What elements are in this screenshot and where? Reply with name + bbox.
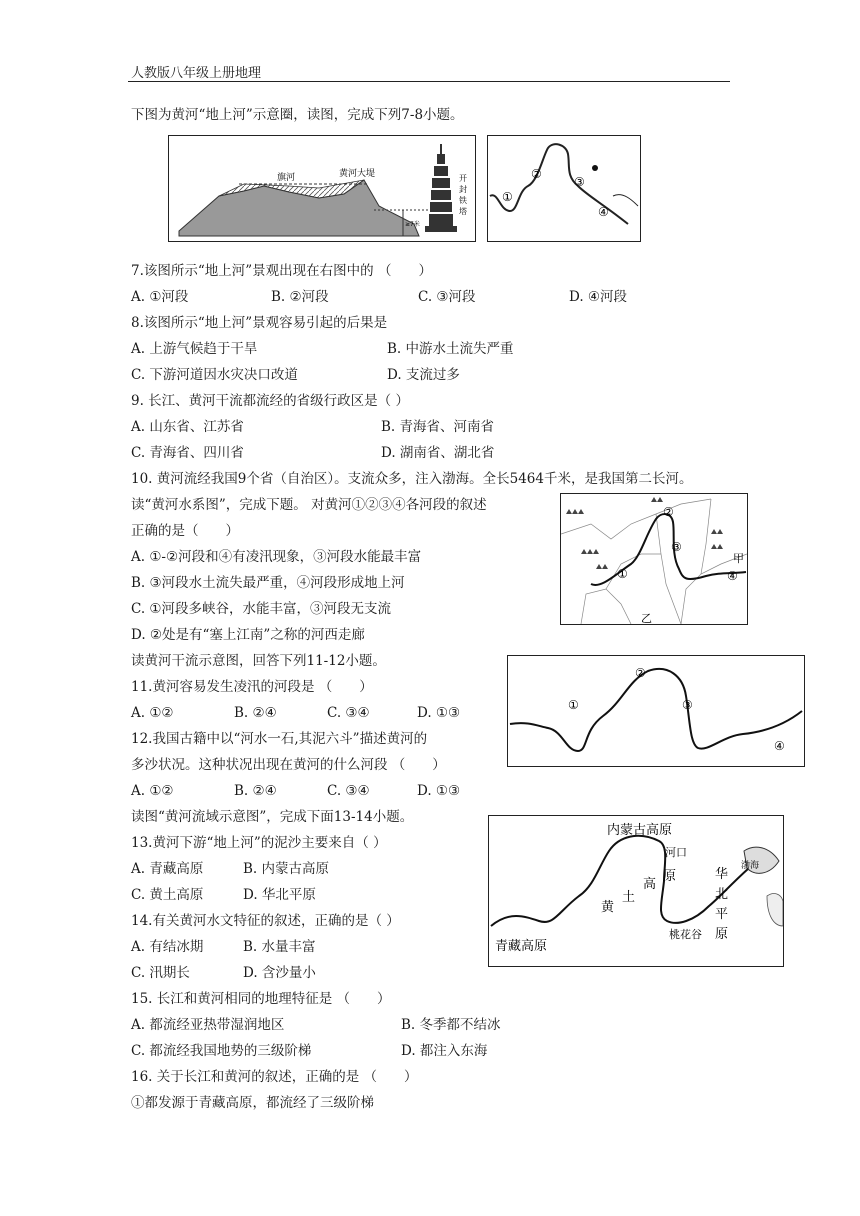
label-tower-2: 封 xyxy=(459,185,467,194)
q15-stem: 15. 长江和黄河相同的地理特征是 （ ） xyxy=(131,991,391,1007)
q12-options xyxy=(131,782,460,800)
q12-option-d: D. ①③ xyxy=(417,783,461,799)
mountain-symbols xyxy=(566,497,723,569)
figure-river-system-map xyxy=(560,493,748,625)
q8-option-d: D. 支流过多 xyxy=(387,367,460,383)
cross-section-drawing xyxy=(169,136,475,241)
q10-option-b: B. ③河段水土流失最严重，④河段形成地上河 xyxy=(131,575,405,591)
q9-options-cd xyxy=(131,444,494,462)
q8-options-cd xyxy=(131,366,460,384)
q14-stem: 14.有关黄河水文特征的叙述，正确的是（ ） xyxy=(131,913,400,929)
stream-mark-1: ① xyxy=(568,698,579,712)
mark-3: ③ xyxy=(574,175,585,189)
q7-options xyxy=(131,288,627,306)
label-bohai: 渤海 xyxy=(741,861,760,871)
label-ping: 平 xyxy=(715,907,729,922)
system-mark-2: ② xyxy=(663,505,674,519)
system-mark-1: ① xyxy=(617,567,628,581)
main-stream-drawing xyxy=(508,656,804,766)
shandong-coast xyxy=(767,894,783,926)
q14-options-cd xyxy=(131,964,316,982)
kaifeng-tower xyxy=(425,144,457,232)
q9-option-a: A. 山东省、江苏省 xyxy=(131,419,244,435)
stream-mark-4: ④ xyxy=(774,739,785,753)
main-river xyxy=(591,514,746,585)
label-height: ≥7米 xyxy=(405,221,420,228)
q9-option-d: D. 湖南省、湖北省 xyxy=(381,445,495,461)
q11-options xyxy=(131,704,460,722)
q13-option-b: B. 内蒙古高原 xyxy=(243,861,330,877)
q11-option-d: D. ①③ xyxy=(417,705,461,721)
q13-options-ab xyxy=(131,860,329,878)
page-header: 人教版八年级上册地理 xyxy=(131,66,262,81)
label-lake: 旗河 xyxy=(277,173,296,183)
figure-river-map-small xyxy=(487,135,641,242)
q11-stem: 11.黄河容易发生凌汛的河段是 （ ） xyxy=(131,679,373,695)
q15-option-d: D. 都注入东海 xyxy=(401,1043,488,1059)
q8-options-ab xyxy=(131,340,514,358)
label-yuan: 原 xyxy=(663,869,677,884)
q13-option-c: C. 黄土高原 xyxy=(131,887,204,903)
q12-stem-2: 多沙状况。这种状况出现在黄河的什么河段 （ ） xyxy=(131,757,446,773)
intro-11-12: 读黄河干流示意图，回答下列11-12小题。 xyxy=(131,653,386,669)
q13-option-d: D. 华北平原 xyxy=(243,887,316,903)
q10-stem-3: 正确的是（ ） xyxy=(131,523,239,539)
label-yuan-2: 原 xyxy=(715,927,729,942)
figure-basin-map xyxy=(488,815,784,967)
province-borders xyxy=(561,499,747,624)
q9-stem: 9. 长江、黄河干流都流经的省级行政区是（ ） xyxy=(131,393,409,409)
mark-4: ④ xyxy=(598,205,609,219)
q11-option-c: C. ③④ xyxy=(327,705,370,721)
q13-stem: 13.黄河下游“地上河”的泥沙主要来自（ ） xyxy=(131,835,387,851)
q8-option-c: C. 下游河道因水灾决口改道 xyxy=(131,367,298,383)
q15-option-a: A. 都流经亚热带湿润地区 xyxy=(131,1017,285,1033)
q15-options-ab xyxy=(131,1016,501,1034)
q15-option-c: C. 都流经我国地势的三级阶梯 xyxy=(131,1043,312,1059)
q10-stem-1: 10. 黄河流经我国9个省（自治区）。支流众多，注入渤海。全长5464千米，是我国第二长河。 xyxy=(131,471,693,487)
river-map-small-drawing xyxy=(488,136,640,241)
main-stream-line xyxy=(510,669,802,751)
q14-options-ab xyxy=(131,938,316,956)
label-hua: 华 xyxy=(715,867,729,882)
q9-options-ab xyxy=(131,418,494,436)
header-rule xyxy=(128,81,730,82)
q16-statement-1: ①都发源于青藏高原，都流经了三级阶梯 xyxy=(131,1095,374,1111)
system-mark-jia: 甲 xyxy=(733,552,744,565)
q7-option-b: B. ②河段 xyxy=(271,289,329,305)
q10-option-d: D. ②处是有“塞上江南”之称的河西走廊 xyxy=(131,627,365,643)
q14-option-a: A. 有结冰期 xyxy=(131,939,204,955)
q13-options-cd xyxy=(131,886,316,904)
q10-option-c: C. ①河段多峡谷，水能丰富，③河段无支流 xyxy=(131,601,392,617)
q11-option-b: B. ②④ xyxy=(234,705,277,721)
label-gao: 高 xyxy=(643,877,657,892)
q12-stem-1: 12.我国古籍中以“河水一石,其泥六斗”描述黄河的 xyxy=(131,731,428,747)
intro-13-14: 读图“黄河流域示意图”，完成下面13-14小题。 xyxy=(131,809,414,825)
label-dam: 黄河大堤 xyxy=(339,169,376,179)
q10-stem-2: 读“黄河水系图”，完成下题。 对黄河①②③④各河段的叙述 xyxy=(131,497,487,513)
label-hekou: 河口 xyxy=(665,846,687,859)
mark-2: ② xyxy=(531,167,542,181)
q9-option-c: C. 青海省、四川省 xyxy=(131,445,244,461)
q10-option-a: A. ①-②河段和④有凌汛现象，③河段水能最丰富 xyxy=(131,549,422,565)
q12-option-a: A. ①② xyxy=(131,783,174,799)
q12-option-c: C. ③④ xyxy=(327,783,370,799)
figure-cross-section xyxy=(168,135,476,242)
q14-option-c: C. 汛期长 xyxy=(131,965,190,981)
label-huang: 黄 xyxy=(601,900,615,915)
q7-option-c: C. ③河段 xyxy=(418,289,476,305)
river-system-drawing xyxy=(561,494,747,624)
q14-option-b: B. 水量丰富 xyxy=(243,939,316,955)
q8-option-a: A. 上游气候趋于干旱 xyxy=(131,341,258,357)
label-bei: 北 xyxy=(715,887,729,902)
basin-drawing xyxy=(489,816,783,966)
label-tower-3: 铁 xyxy=(459,196,467,205)
stream-mark-3: ③ xyxy=(682,698,693,712)
mark-1: ① xyxy=(502,190,513,204)
q13-option-a: A. 青藏高原 xyxy=(131,861,204,877)
system-mark-4: ④ xyxy=(727,569,738,583)
label-qingzang: 青藏高原 xyxy=(495,939,548,954)
q12-option-b: B. ②④ xyxy=(234,783,277,799)
label-inner-mongolia: 内蒙古高原 xyxy=(607,823,673,838)
q9-option-b: B. 青海省、河南省 xyxy=(381,419,495,435)
q7-option-a: A. ①河段 xyxy=(131,289,189,305)
q15-option-b: B. 冬季都不结冰 xyxy=(401,1017,501,1033)
city-dot xyxy=(592,165,598,171)
label-tower-4: 塔 xyxy=(459,207,467,216)
q16-stem: 16. 关于长江和黄河的叙述，正确的是 （ ） xyxy=(131,1069,418,1085)
coastline xyxy=(613,195,638,206)
figure-main-stream-map xyxy=(507,655,805,767)
label-taohua: 桃花谷 xyxy=(669,928,702,941)
system-mark-3: ③ xyxy=(671,540,682,554)
system-mark-yi: 乙 xyxy=(641,612,652,624)
q8-option-b: B. 中游水土流失严重 xyxy=(387,341,514,357)
label-tower-1: 开 xyxy=(459,174,467,183)
basin-river xyxy=(491,836,749,926)
stream-mark-2: ② xyxy=(635,666,646,680)
q14-option-d: D. 含沙量小 xyxy=(243,965,316,981)
intro-7-8: 下图为黄河“地上河”示意圈，读图，完成下列7-8小题。 xyxy=(131,107,464,123)
q7-option-d: D. ④河段 xyxy=(569,289,628,305)
label-tu: 土 xyxy=(622,890,636,905)
q7-stem: 7.该图所示“地上河”景观出现在右图中的 （ ） xyxy=(131,263,432,279)
q8-stem: 8.该图所示“地上河”景观容易引起的后果是 xyxy=(131,315,388,331)
q15-options-cd xyxy=(131,1042,487,1060)
q11-option-a: A. ①② xyxy=(131,705,174,721)
